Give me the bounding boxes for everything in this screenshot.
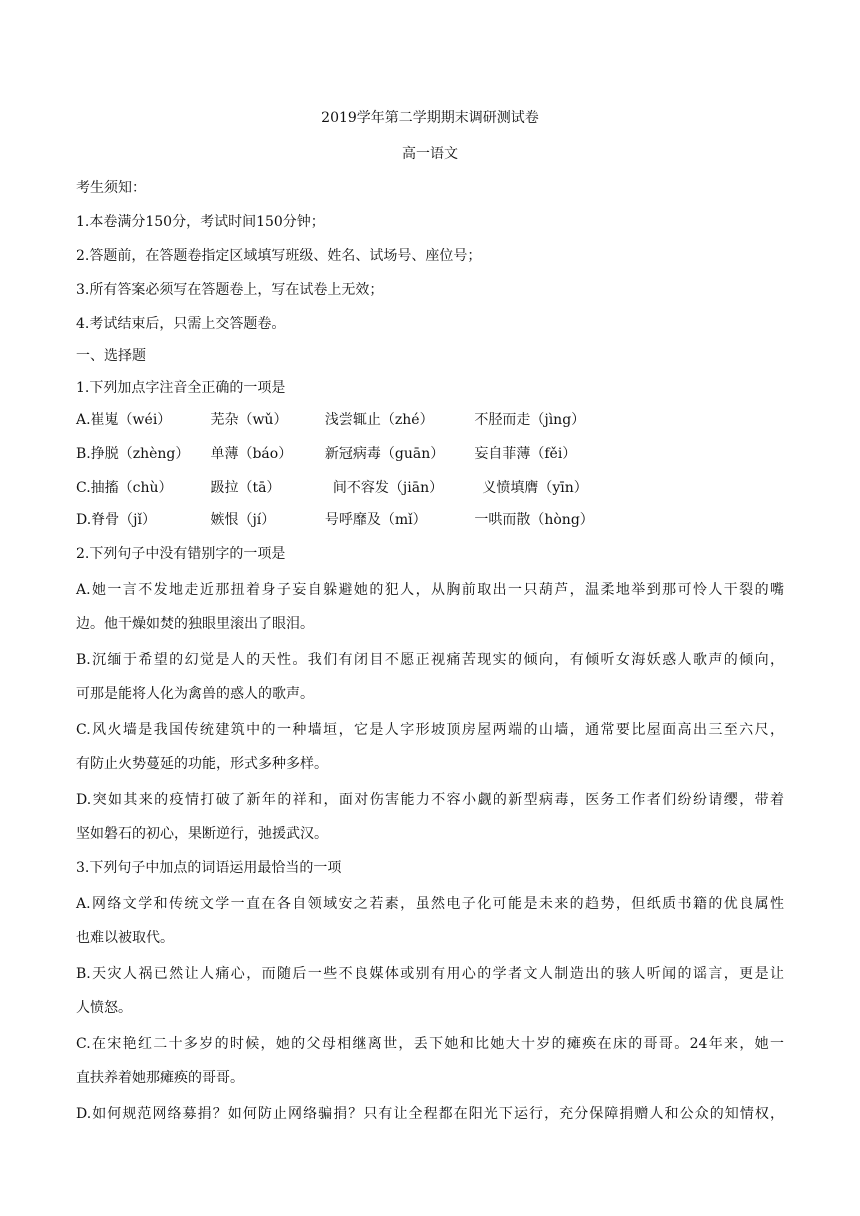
- q1-option-a: A.崔嵬（wéi） 芜杂（wǔ） 浅尝辄止（zhé） 不胫而走（jìng）: [76, 412, 586, 428]
- question-2-stem: 2.下列句子中没有错别字的一项是: [76, 546, 286, 562]
- q3-option-a: A.网络文学和传统文学一直在各自领域安之若素，虽然电子化可能是未来的趋势，但纸质书籍的优良属性: [76, 896, 784, 912]
- q3-option-c: C.在宋艳红二十多岁的时候，她的父母相继离世，丢下她和比她大十岁的瘫痪在床的哥哥。24年来，她一: [76, 1036, 784, 1052]
- q2-option-d: D.突如其来的疫情打破了新年的祥和，面对伤害能力不容小觑的新型病毒，医务工作者们纷纷请缨，带着: [76, 792, 784, 808]
- question-3-stem: 3.下列句子中加点的词语运用最恰当的一项: [76, 860, 342, 876]
- q3-option-d: D.如何规范网络募捐？如何防止网络骗捐？只有让全程都在阳光下运行，充分保障捐赠人和公众的知情权，: [76, 1106, 784, 1122]
- q1-option-d: D.脊骨（jǐ） 嫉恨（jí） 号呼靡及（mǐ） 一哄而散（hòng）: [76, 512, 594, 528]
- q2-option-a-cont: 边。他干燥如焚的独眼里滚出了眼泪。: [76, 616, 314, 632]
- notice-item: 4.考试结束后，只需上交答题卷。: [76, 316, 286, 332]
- q3-option-b-cont: 人愤怒。: [76, 1000, 132, 1016]
- notice-item: 1.本卷满分150分，考试时间150分钟；: [76, 214, 325, 230]
- q2-option-b: B.沉缅于希望的幻觉是人的天性。我们有闭目不愿正视痛苦现实的倾向，有倾听女海妖惑人歌声的倾向，: [76, 652, 784, 668]
- notice-item: 3.所有答案必须写在答题卷上，写在试卷上无效；: [76, 282, 384, 298]
- exam-title: 2019学年第二学期期末调研测试卷: [321, 110, 539, 126]
- q3-option-a-cont: 也难以被取代。: [76, 930, 174, 946]
- q1-option-c: C.抽搐（chù） 趿拉（tā） 间不容发（jiān） 义愤填膺（yīn）: [76, 480, 588, 496]
- section-heading: 一、选择题: [76, 348, 146, 364]
- q2-option-b-cont: 可那是能将人化为禽兽的惑人的歌声。: [76, 686, 314, 702]
- notice-heading: 考生须知：: [76, 180, 146, 196]
- q2-option-c: C.风火墙是我国传统建筑中的一种墙垣，它是人字形坡顶房屋两端的山墙，通常要比屋面高出三至六尺，: [76, 722, 784, 738]
- notice-item: 2.答题前，在答题卷指定区域填写班级、姓名、试场号、座位号；: [76, 248, 482, 264]
- q2-option-a: A.她一言不发地走近那扭着身子妄自躲避她的犯人，从胸前取出一只葫芦，温柔地举到那可怜人干裂的嘴: [76, 582, 784, 598]
- q2-option-c-cont: 有防止火势蔓延的功能，形式多种多样。: [76, 756, 328, 772]
- exam-subject: 高一语文: [402, 146, 458, 162]
- q2-option-d-cont: 坚如磐石的初心，果断逆行，弛援武汉。: [76, 826, 328, 842]
- q3-option-c-cont: 直扶养着她那瘫痪的哥哥。: [76, 1070, 244, 1086]
- question-1-stem: 1.下列加点字注音全正确的一项是: [76, 380, 286, 396]
- q3-option-b: B.天灾人祸已然让人痛心，而随后一些不良媒体或别有用心的学者文人制造出的骇人听闻的谣言，更是让: [76, 966, 784, 982]
- q1-option-b: B.挣脱（zhèng） 单薄（báo） 新冠病毒（guān） 妄自菲薄（fěi）: [76, 446, 577, 462]
